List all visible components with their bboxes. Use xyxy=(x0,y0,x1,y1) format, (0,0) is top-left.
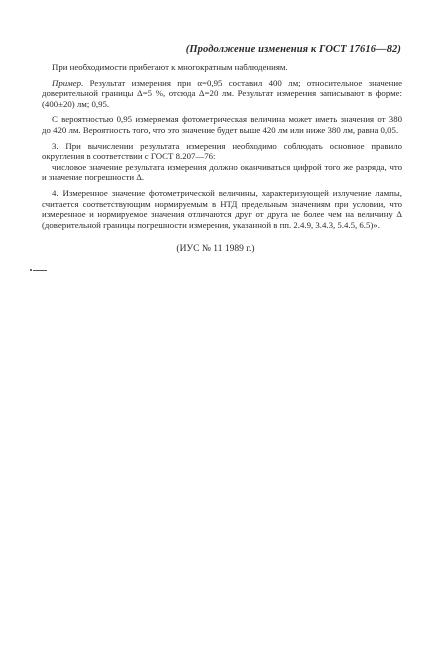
source-reference: (ИУС № 11 1989 г.) xyxy=(176,244,255,254)
paragraph-compliance: 4. Измеренное значение фотометрической величины, характеризующей излучение лампы, считается соответствующим нормируемым в НТД предельным значениям при условии, что измеренное и нормируемое значения отличаются друг от друга не более чем на величину Δ (доверительной границы погрешности измерения, указанной в пп. 2.4.9, 3.4.3, 5.4.5, 6.5)». xyxy=(42,187,402,230)
running-header: (Продолжение изменения к ГОСТ 17616—82) xyxy=(185,44,401,55)
paragraph-rounding-detail: числовое значение результата измерения должно оканчиваться цифрой того же разряда, что и значение погрешности Δ. xyxy=(42,161,402,183)
document-body xyxy=(42,62,402,235)
scan-artifact-line xyxy=(33,270,47,271)
example-lead: Пример. xyxy=(52,77,84,88)
paragraph-example xyxy=(42,78,402,110)
paragraph-probability: С вероятностью 0,95 измеряемая фотометрическая величина может иметь значения от 380 до 420 лм. Вероятность того, что это значение будет выше 420 лм или ниже 380 лм, равна 0,05. xyxy=(42,114,402,135)
example-text: Результат измерения при α=0,95 составил 400 лм; относительное значение доверительной границы Δ=5 %, отсюда Δ=20 лм. Результат измерения записывают в форме: (400±20) лм; 0,95. xyxy=(42,77,402,109)
scan-artifact xyxy=(30,269,32,271)
paragraph-rounding-rule: 3. При вычислении результата измерения необходимо соблюдать основное правило округления в соответствии с ГОСТ 8.207—76: xyxy=(42,140,402,162)
paragraph-multiple-observations: При необходимости прибегают к многократным наблюдениям. xyxy=(52,62,288,72)
